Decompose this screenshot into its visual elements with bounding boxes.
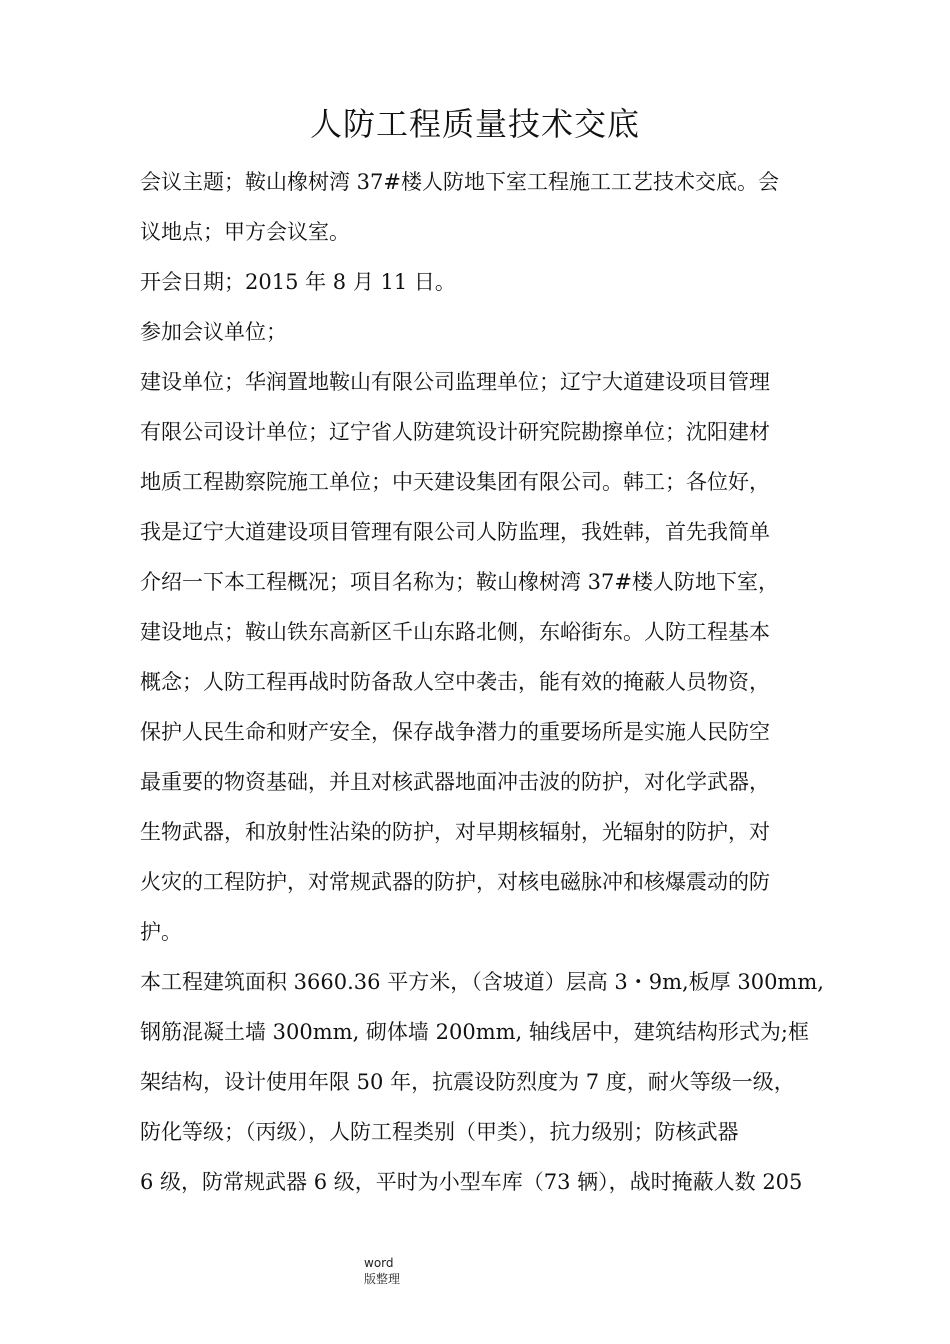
text-line: 建设地点；鞍山铁东高新区千山东路北侧，东峪街东。人防工程基本	[140, 620, 770, 644]
footer-edit-label: 版整理	[364, 1272, 401, 1286]
text-line: 最重要的物资基础，并且对核武器地面冲击波的防护，对化学武器，	[140, 770, 770, 794]
document-title: 人防工程质量技术交底	[309, 105, 640, 143]
text-line: 概念；人防工程再战时防备敌人空中袭击，能有效的掩蔽人员物资，	[140, 670, 770, 694]
meeting-info-paragraph	[140, 157, 820, 257]
text-line: 生物武器，和放射性沾染的防护，对早期核辐射，光辐射的防护，对	[140, 820, 770, 844]
text-line: 本工程建筑面积 3660.36 平方米，（含坡道）层高 3・9m,板厚 300mm,	[140, 970, 824, 994]
page-footer	[364, 1255, 400, 1287]
text-line: 会议主题；鞍山橡树湾 37#楼人防地下室工程施工工艺技术交底。会	[140, 170, 779, 194]
text-line: 护。	[140, 920, 182, 944]
text-line: 我是辽宁大道建设项目管理有限公司人防监理，我姓韩，首先我简单	[140, 520, 770, 544]
text-line: 有限公司设计单位；辽宁省人防建筑设计研究院勘擦单位；沈阳建材	[140, 420, 770, 444]
overview-paragraph	[140, 357, 820, 957]
text-line: 6 级，防常规武器 6 级，平时为小型车库（73 辆），战时掩蔽人数 205	[140, 1170, 803, 1194]
text-line: 防化等级；（丙级），人防工程类别（甲类），抗力级别；防核武器	[140, 1120, 739, 1144]
text-line: 架结构，设计使用年限 50 年，抗震设防烈度为 7 度，耐火等级一级，	[140, 1070, 795, 1094]
text-line: 建设单位；华润置地鞍山有限公司监理单位；辽宁大道建设项目管理	[140, 370, 770, 394]
attendees-heading	[140, 307, 820, 357]
project-specs-paragraph	[140, 957, 824, 1207]
footer-word-label: word	[364, 1256, 394, 1270]
text-line: 火灾的工程防护，对常规武器的防护，对核电磁脉冲和核爆震动的防	[140, 870, 770, 894]
text-line: 开会日期；2015 年 8 月 11 日。	[140, 270, 456, 294]
text-line: 地质工程勘察院施工单位；中天建设集团有限公司。韩工；各位好，	[140, 470, 770, 494]
document-body	[140, 157, 824, 1207]
text-line: 介绍一下本工程概况；项目名称为；鞍山橡树湾 37#楼人防地下室，	[140, 570, 779, 594]
text-line: 保护人民生命和财产安全，保存战争潜力的重要场所是实施人民防空	[140, 720, 770, 744]
text-line: 议地点；甲方会议室。	[140, 220, 350, 244]
text-line: 钢筋混凝土墙 300mm, 砌体墙 200mm, 轴线居中，建筑结构形式为;框	[140, 1020, 809, 1044]
meeting-date-paragraph	[140, 257, 820, 307]
text-line: 参加会议单位；	[140, 320, 287, 344]
